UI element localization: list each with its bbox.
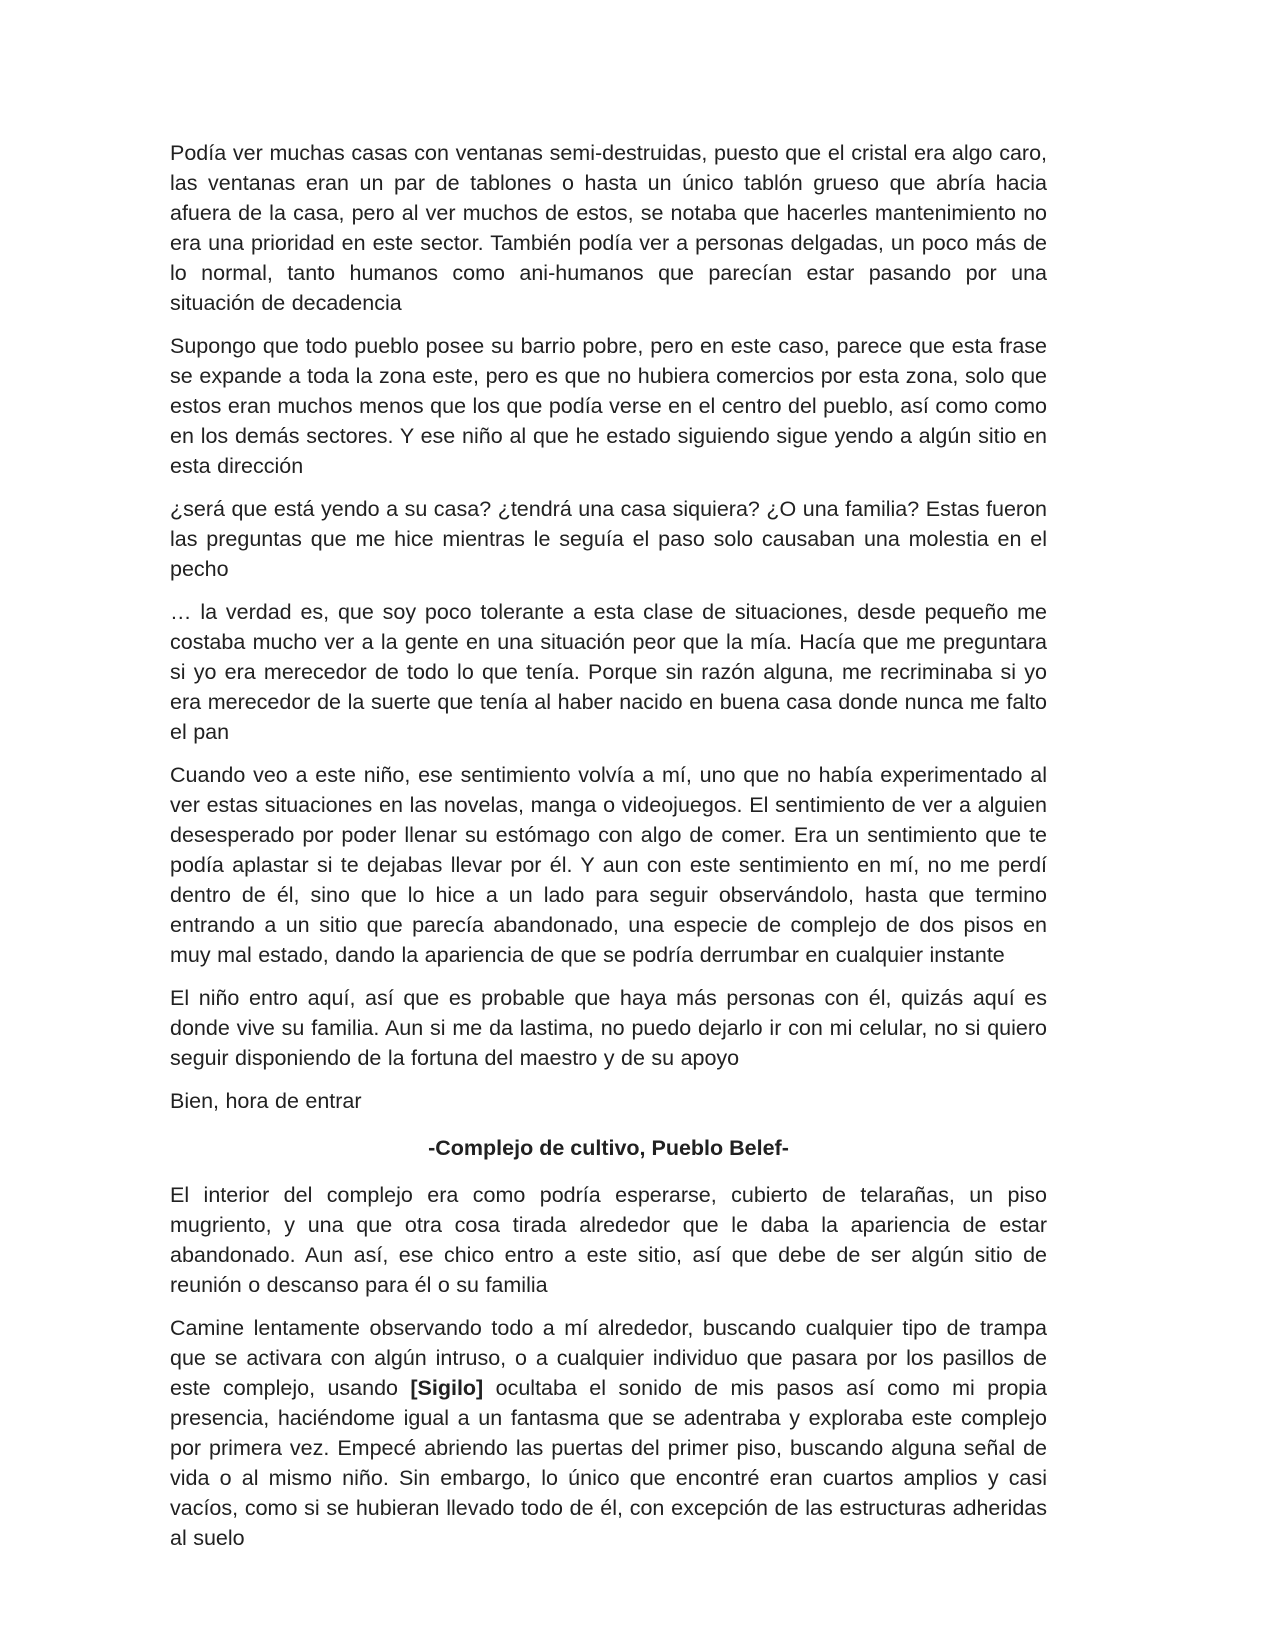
text-run: Supongo que todo pueblo posee su barrio pobre, pero en este caso, parece que esta frase se expande a toda la zona este, pero es que no hubiera comercios por esta zona, solo que estos eran muchos menos que los que podía verse en el centro del pueblo, así como como en los demás sectores. Y ese niño al que he estado siguiendo sigue yendo a algún sitio en esta dirección	[170, 334, 1047, 478]
text-run: Podía ver muchas casas con ventanas semi-destruidas, puesto que el cristal era algo caro, las ventanas eran un par de tablones o hasta un único tablón grueso que abría hacia afuera de la casa, pero al ver muchos de estos, se notaba que hacerles mantenimiento no era una prioridad en este sector. También podía ver a personas delgadas, un poco más de lo normal, tanto humanos como ani-humanos que parecían estar pasando por una situación de decadencia	[170, 141, 1047, 315]
text-run: El niño entro aquí, así que es probable que haya más personas con él, quizás aquí es donde vive su familia. Aun si me da lastima, no puedo dejarlo ir con mi celular, no si quiero seguir disponiendo de la fortuna del maestro y de su apoyo	[170, 986, 1047, 1070]
paragraph	[170, 1180, 1047, 1300]
paragraph	[170, 1313, 1047, 1553]
paragraph	[170, 597, 1047, 747]
text-run: ¿será que está yendo a su casa? ¿tendrá una casa siquiera? ¿O una familia? Estas fueron las preguntas que me hice mientras le seguía el paso solo causaban una molestia en el pecho	[170, 497, 1047, 581]
bold-text-run: [Sigilo]	[410, 1376, 484, 1400]
text-run: Camine lentamente observando todo a mí alrededor, buscando cualquier tipo de trampa que se activara con algún intruso, o a cualquier individuo que pasara por los pasillos de este complejo, usando	[170, 1316, 1047, 1400]
paragraph	[170, 494, 1047, 584]
section-heading	[170, 1133, 1047, 1163]
bold-text-run: -Complejo de cultivo, Pueblo Belef-	[428, 1136, 789, 1160]
paragraph	[170, 983, 1047, 1073]
text-run: ocultaba el sonido de mis pasos así como mi propia presencia, haciéndome igual a un fantasma que se adentraba y exploraba este complejo por primera vez. Empecé abriendo las puertas del primer piso, buscando alguna señal de vida o al mismo niño. Sin embargo, lo único que encontré eran cuartos amplios y casi vacíos, como si se hubieran llevado todo de él, con excepción de las estructuras adheridas al suelo	[170, 1376, 1047, 1550]
paragraph	[170, 331, 1047, 481]
text-run: El interior del complejo era como podría esperarse, cubierto de telarañas, un piso mugriento, y una que otra cosa tirada alrededor que le daba la apariencia de estar abandonado. Aun así, ese chico entro a este sitio, así que debe de ser algún sitio de reunión o descanso para él o su familia	[170, 1183, 1047, 1297]
paragraph	[170, 760, 1047, 970]
document-body	[170, 138, 1047, 1553]
paragraph	[170, 138, 1047, 318]
text-run: Bien, hora de entrar	[170, 1089, 362, 1113]
text-run: Cuando veo a este niño, ese sentimiento volvía a mí, uno que no había experimentado al ver estas situaciones en las novelas, manga o videojuegos. El sentimiento de ver a alguien desesperado por poder llenar su estómago con algo de comer. Era un sentimiento que te podía aplastar si te dejabas llevar por él. Y aun con este sentimiento en mí, no me perdí dentro de él, sino que lo hice a un lado para seguir observándolo, hasta que termino entrando a un sitio que parecía abandonado, una especie de complejo de dos pisos en muy mal estado, dando la apariencia de que se podría derrumbar en cualquier instante	[170, 763, 1047, 967]
paragraph	[170, 1086, 1047, 1116]
text-run: … la verdad es, que soy poco tolerante a esta clase de situaciones, desde pequeño me costaba mucho ver a la gente en una situación peor que la mía. Hacía que me preguntara si yo era merecedor de todo lo que tenía. Porque sin razón alguna, me recriminaba si yo era merecedor de la suerte que tenía al haber nacido en buena casa donde nunca me falto el pan	[170, 600, 1047, 744]
